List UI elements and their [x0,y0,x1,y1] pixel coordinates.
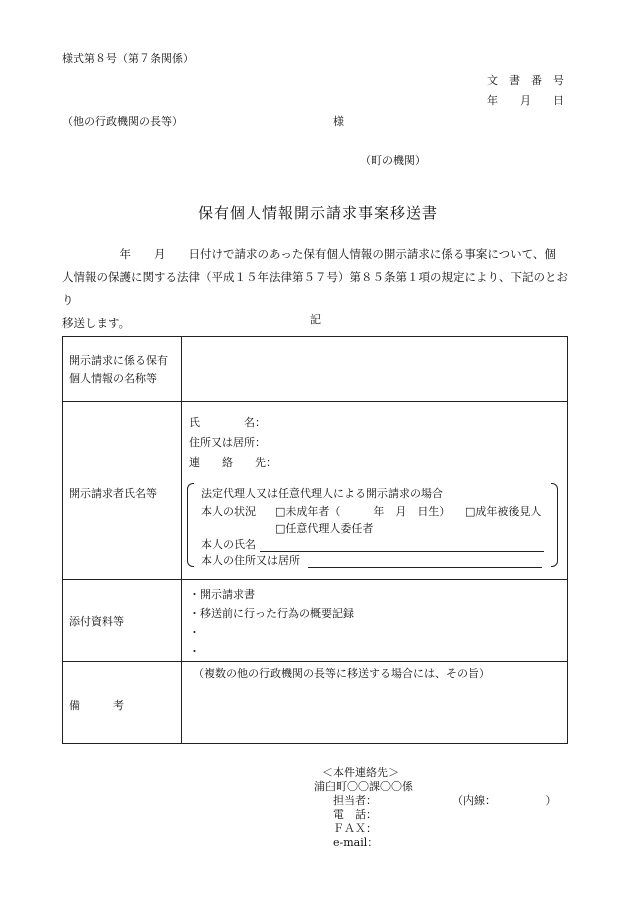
info-name-label-line2: 個人情報の名称等 [69,372,157,385]
row-divider-1 [63,401,567,402]
principal-name-line [260,539,544,552]
attachment-item: ・ [189,645,200,658]
principal-name-label: 本人の氏名 [201,538,256,551]
transfer-table [62,336,568,744]
agent-bracket-left [187,483,194,567]
requester-name-field: 氏 名： [189,416,266,429]
contact-person-row [322,794,557,808]
document-number-label: 文 書 番 号 [487,74,564,87]
requester-address-field: 住所又は居所： [189,436,266,449]
column-divider [181,337,182,743]
requester-contact-field: 連 絡 先： [189,456,277,469]
contact-department: 浦臼町〇〇課〇〇係 [314,780,413,793]
row-divider-2 [63,579,567,580]
contact-email: e-mail： [322,836,379,849]
contact-extension: （内線： ） [452,794,557,807]
row-divider-3 [63,661,567,662]
contact-block [314,766,557,850]
document-title: 保有個人情報開示請求事案移送書 [198,204,439,222]
attachment-item: ・開示請求書 [189,588,255,601]
principal-address-row [201,552,542,568]
agent-client-checkbox: □任意代理人委任者 [275,522,374,535]
remarks-note: （複数の他の行政機関の長等に移送する場合には、その旨） [193,667,490,680]
principal-address-line [308,555,542,568]
info-name-label-line1: 開示請求に係る保有 [69,354,168,367]
attachments-label: 添付資料等 [69,615,124,628]
ki-heading: 記 [310,313,321,326]
body-line-1: 年 月 日付けで請求のあった保有個人情報の開示請求に係る事案について、個 [62,247,556,261]
attachment-item: ・移送前に行った行為の概要記録 [189,607,354,620]
addressee-label: （他の行政機関の長等） [62,115,183,128]
row-info-name-label [69,352,168,388]
body-line-2: 人情報の保護に関する法律（平成１５年法律第５７号）第８５条第１項の規定により、下記のとおり [62,270,568,307]
requester-label: 開示請求者氏名等 [69,487,157,500]
remarks-label: 備 考 [69,699,124,712]
contact-person: 担当者： [322,794,377,807]
contact-heading: ＜本件連絡先＞ [322,766,399,779]
form-number: 様式第８号（第７条関係） [62,52,194,65]
contact-tel: 電 話： [322,808,377,821]
principal-address-label: 本人の住所又は居所 [201,554,300,567]
agent-bracket-right [551,483,558,567]
date-label: 年 月 日 [487,94,564,107]
honorific-sama: 様 [333,115,344,128]
minor-checkbox: □未成年者（ 年 月 日生） [275,505,451,518]
body-line-3: 移送します。 [62,316,131,330]
attachments-list [189,585,354,661]
sender-label: （町の機関） [360,154,426,167]
adult-ward-checkbox: □成年被後見人 [465,505,542,518]
agent-section-title: 法定代理人又は任意代理人による開示請求の場合 [201,487,443,500]
principal-status-label: 本人の状況 [201,505,256,518]
principal-name-row [201,536,544,552]
contact-fax: ＦＡＸ： [322,822,377,835]
attachment-item: ・ [189,626,200,639]
